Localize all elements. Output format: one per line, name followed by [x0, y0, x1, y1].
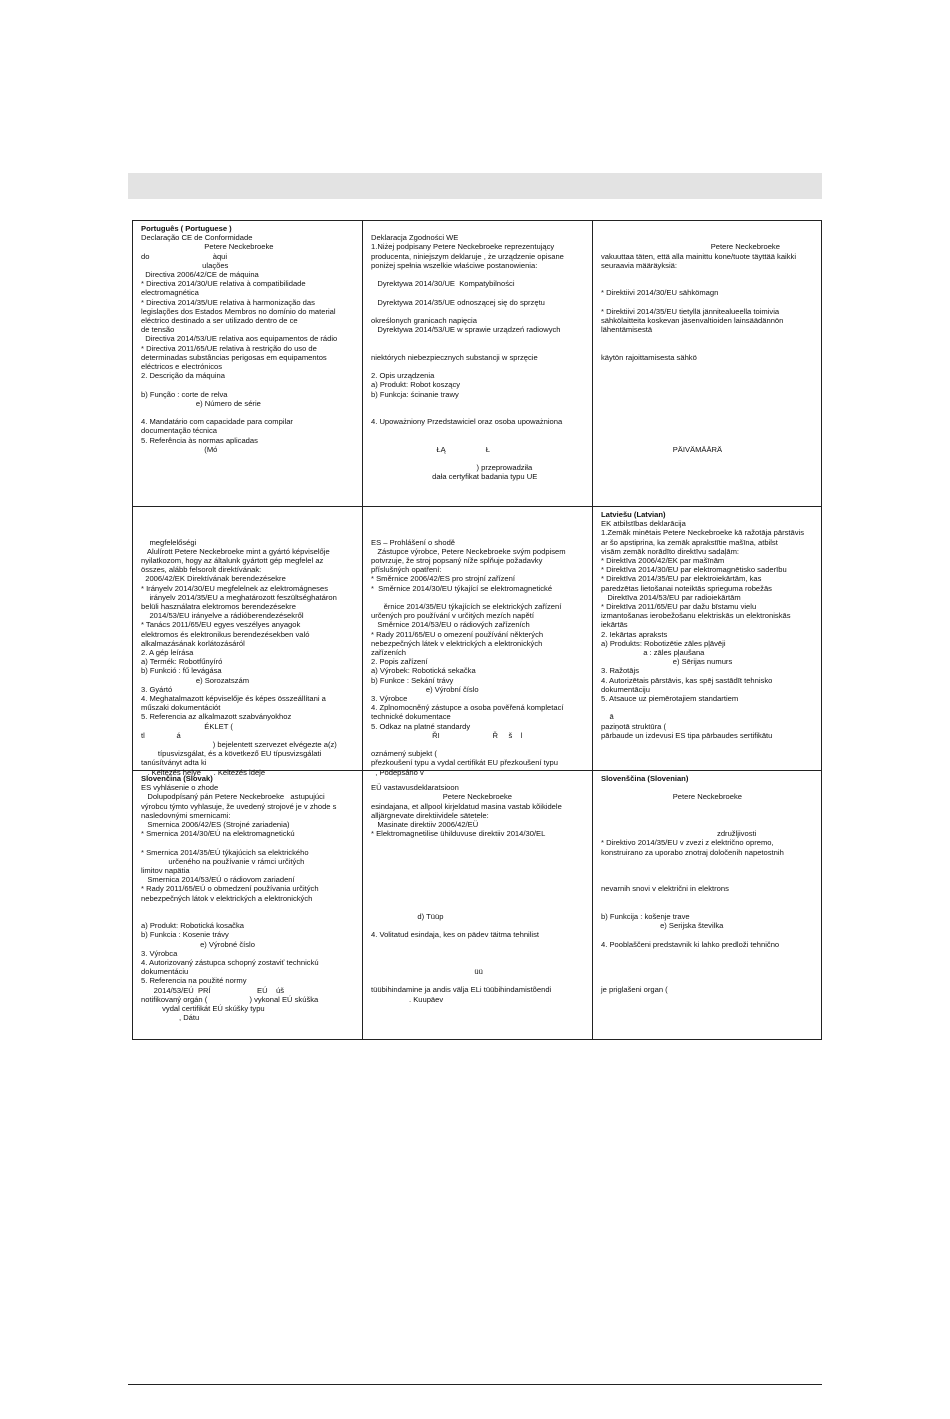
text-line [371, 976, 586, 985]
text-line: ulações [141, 260, 229, 270]
text-line [601, 371, 815, 380]
text-line: ŁĄ Ł [371, 444, 491, 454]
text-line: je priglašeni organ ( [601, 985, 668, 995]
text-line: Dyrektywa 2014/53/UE w sprawie urządzeń radiowych [371, 325, 561, 335]
text-line [601, 362, 815, 371]
text-line: Deklaracja Zgodności WE [371, 233, 459, 243]
text-line [601, 390, 815, 399]
text-line: , Dátu [141, 1013, 200, 1023]
text-line [141, 528, 356, 537]
text-line [601, 903, 815, 912]
text-line: b) Funkcija : košenje trave [601, 911, 690, 921]
text-line [371, 940, 586, 949]
text-line [601, 783, 815, 792]
text-line: EK atbilstības deklarācija [601, 519, 686, 529]
text-line [371, 454, 586, 463]
text-line: műszaki dokumentációt [141, 703, 221, 713]
text-line: výrobcu týmto vyhlasuje, že uvedený strojové je v zhode s [141, 801, 337, 811]
text-line: eléctricos e electrónicos [141, 362, 223, 372]
text-line: (Mó [141, 444, 218, 454]
text-line [371, 903, 586, 912]
text-line: determinadas substâncias perigosas em equipamentos [141, 352, 327, 362]
text-line: a) Produkt: Robotická kosačka [141, 921, 244, 931]
text-line: 5. Odkaz na platné standardy [371, 721, 471, 731]
text-line: ES – Prohlášení o shodě [371, 537, 456, 547]
cell-hungarian [133, 507, 363, 777]
text-line [371, 519, 586, 528]
text-line: określonych granicach napięcia [371, 315, 477, 325]
text-line [601, 224, 815, 233]
text-line: ES vyhlásenie o zhode [141, 783, 219, 793]
text-line: * Tanács 2011/65/EU egyes veszélyes anyagok [141, 620, 301, 630]
text-line [601, 976, 815, 985]
text-line [371, 894, 586, 903]
text-line: * Smernica 2014/30/EÚ na elektromagnetickú [141, 829, 295, 839]
text-line: e) Výrobní číslo [371, 684, 479, 694]
cell-polish [363, 221, 593, 507]
text-line: üü [371, 967, 483, 977]
text-line: Smernica 2006/42/ES (Strojné zariadenia) [141, 820, 290, 830]
text-line: käytön rajoittamisesta sähkö [601, 352, 697, 362]
text-line: 2. Iekārtas apraksts [601, 629, 668, 639]
text-line: nebezpečných látok v elektrických a elektronických [141, 893, 313, 903]
text-line: poniżej spełnia wszelkie właściwe postanowienia: [371, 260, 538, 270]
text-line: Smernica 2014/53/EÚ o rádiovom zariadení [141, 875, 295, 885]
text-line [601, 857, 815, 866]
text-line [371, 426, 586, 435]
text-line: 2. A gép leírása [141, 648, 194, 657]
text-line: konstruirano za uporabo znotraj določenih napetostnih [601, 847, 784, 857]
text-line [371, 593, 586, 602]
text-line: visām zemāk norādīto direktīvu sadaļām: [601, 546, 740, 556]
text-line: 3. Gyártó [141, 684, 173, 694]
text-line: . Keltezés helye . Keltezés ideje [141, 767, 266, 777]
text-line: 3. Výrobca [141, 948, 178, 958]
text-line: nyilatkozom, hogy az általunk gyártott gép megfelel az [141, 555, 324, 565]
text-line: * Rady 2011/65/EÚ o obmedzení používania určitých [141, 884, 319, 894]
text-line: EÜ vastavusdeklaratsioon [371, 783, 459, 793]
text-line: 5. Referencia na použité normy [141, 976, 247, 986]
text-line: paredzētas lietošanai noteiktās sprieguma robežās [601, 583, 772, 593]
text-line: sähkölaitteita koskevan jäsenvaltioiden lainsäädännön [601, 315, 784, 325]
text-line: ŘI Ř š l [371, 730, 523, 740]
text-line: 4. Zplnomocněný zástupce a osoba pověřená kompletací [371, 703, 564, 713]
language-heading: Slovenščina (Slovenian) [601, 774, 689, 783]
text-line: e) Serijska številka [601, 921, 724, 931]
text-line: d) Tüüp [371, 911, 444, 921]
cell-portuguese [133, 221, 363, 507]
text-line [371, 288, 586, 297]
text-line [371, 362, 586, 371]
text-line: de tensão [141, 325, 175, 335]
text-line: 5. Atsauce uz piemērotajiem standartiem [601, 694, 739, 704]
text-line: Směrnice 2014/53/EU o rádiových zařízeních [371, 620, 530, 630]
section-header-bar [128, 173, 822, 199]
text-line: potvrzuje, že stroj popsaný níže splňuje požadavky [371, 555, 543, 565]
text-line: zařízeních [371, 647, 407, 657]
text-line: Zástupce výrobce, Petere Neckebroeke svým podpisem [371, 546, 566, 556]
text-line: 1.Zemāk minētais Petere Neckebroeke kā ražotāja pārstāvis [601, 528, 805, 538]
text-line [371, 884, 586, 893]
text-line: Alulírott Petere Neckebroeke mint a gyártó képviselője [141, 546, 330, 556]
text-line: a) Výrobek: Robotická sekačka [371, 666, 476, 676]
text-line [601, 811, 815, 820]
text-line [601, 270, 815, 279]
text-line: tl á [141, 730, 181, 740]
text-line: a : zāles pļaušana [601, 648, 705, 658]
text-line: b) Funkcia : Kosenie trávy [141, 930, 229, 940]
text-line: 4. Autorizētais pārstāvis, kas spēj sastādīt tehnisko [601, 675, 773, 685]
text-line [371, 848, 586, 857]
text-line [601, 930, 815, 939]
text-line: e) Sērijas numurs [601, 657, 733, 667]
text-line: b) Funkce : Sekání trávy [371, 675, 454, 685]
text-line: nevarnih snovi v električni in elektrons [601, 884, 729, 894]
text-line [371, 436, 586, 445]
text-line: ÉKLET ( [141, 721, 233, 731]
text-line [601, 866, 815, 875]
text-line: * Direktiivi 2014/35/EU tietyllä jännitealueella toimivia [601, 306, 780, 316]
text-line: ) przeprowadziła [371, 463, 533, 473]
text-line: určeného na používanie v rámci určitých [141, 856, 305, 866]
text-line [371, 875, 586, 884]
language-heading: Slovenčina (Slovak) [141, 774, 213, 783]
text-line: 4. Volitatud esindaja, kes on pädev täitma tehnilist [371, 930, 540, 940]
text-line: 2. Popis zařízení [371, 657, 428, 667]
text-line [141, 912, 356, 921]
text-line: do àqui [141, 251, 228, 261]
text-line: * Direktīva 2006/42/EK par mašīnām [601, 556, 725, 566]
text-line [601, 435, 815, 444]
text-line [371, 270, 586, 279]
text-line: Declaração CE de Conformidade [141, 233, 253, 243]
cell-slovenian [593, 771, 821, 1039]
text-line [601, 894, 815, 903]
text-line [601, 820, 815, 829]
text-line: alljärgnevate direktiividele sätetele: [371, 810, 489, 820]
text-line: * Elektromagnetilise ühilduvuse direktiiv 2014/30/EL [371, 829, 546, 839]
text-line: Dyrektywa 2014/35/UE odnoszącej się do sprzętu [371, 297, 545, 307]
text-line: 4. Autorizovaný zástupca schopný zostaviť technickú [141, 958, 319, 968]
text-line: irányelv 2014/35/EU a meghatározott feszültséghatáron [141, 592, 337, 602]
text-line [141, 838, 356, 847]
declaration-table [132, 220, 822, 1040]
text-line: 4. Pooblaščeni predstavnik ki lahko predloži tehnično [601, 939, 780, 949]
text-line: b) Funkcja: ścinanie trawy [371, 389, 459, 399]
cell-estonian [363, 771, 593, 1039]
text-line [371, 921, 586, 930]
text-line: iekārtās [601, 620, 628, 630]
text-line [371, 224, 586, 233]
text-line: . Kuupäev [371, 994, 444, 1004]
text-line: b) Funkció : fű levágása [141, 666, 222, 676]
text-line: e) Número de série [141, 398, 261, 408]
language-heading: Português ( Portuguese ) [141, 224, 232, 233]
text-line: tüübihindamine ja andis välja ELi tüübihindamistõendi [371, 985, 552, 995]
text-line: megfelelőségi [141, 537, 197, 547]
text-line: technické dokumentace [371, 712, 451, 722]
text-line: * Direktiivi 2014/30/EU sähkömagn [601, 288, 719, 298]
text-line: příslušných opatření: [371, 565, 442, 575]
text-line: , Podepsáno v [371, 767, 424, 777]
text-line: * Direktīva 2011/65/EU par dažu bīstamu vielu [601, 602, 757, 612]
text-line: electromagnética [141, 288, 199, 298]
text-line: * Directiva 2011/65/UE relativa à restrição do uso de [141, 343, 317, 353]
text-line: documentação técnica [141, 426, 217, 436]
text-line: 3. Ražotājs [601, 666, 639, 676]
text-line: elektromos és elektronikus berendezésekben való [141, 629, 310, 639]
text-line: Directiva 2006/42/CE de máquina [141, 270, 259, 280]
text-line: 4. Meghatalmazott képviselője és képes összeállítani a [141, 694, 326, 704]
text-line: dokumentáciu [141, 967, 189, 977]
footer-rule [128, 1384, 822, 1385]
text-line [601, 233, 815, 242]
text-line: 2014/53/EU irányelve a rádióberendezésekről [141, 611, 304, 621]
text-line: Petere Neckebroeke [601, 242, 780, 252]
text-line: nebezpečných látek v elektrických a elektronických [371, 638, 543, 648]
text-line: * Směrnice 2014/30/EU týkající se elektromagnetické [371, 583, 553, 593]
text-line [141, 408, 356, 417]
text-line: ěrnice 2014/35/EU týkajících se elektrických zařízení [371, 601, 562, 611]
text-line [601, 802, 815, 811]
text-line [601, 426, 815, 435]
text-line: 2. Descrição da máquina [141, 371, 225, 381]
text-line: b) Função : corte de relva [141, 389, 228, 399]
text-line: e) Výrobné číslo [141, 939, 255, 949]
text-line [601, 408, 815, 417]
text-line [371, 838, 586, 847]
text-line: oznámený subjekt ( [371, 749, 437, 759]
text-line [371, 949, 586, 958]
text-line: 1.Niżej podpisany Petere Neckebroeke reprezentujący [371, 242, 555, 252]
text-line: vydal certifikát EÚ skúšky typu [141, 1004, 265, 1014]
text-line: niektórych niebezpiecznych substancji w sprzęcie [371, 352, 538, 362]
text-line: * Rady 2011/65/EU o omezení používání některých [371, 629, 544, 639]
text-line [601, 949, 815, 958]
text-line: ) bejelentett szervezet elvégezte a(z) [141, 740, 337, 750]
text-line [371, 528, 586, 537]
language-heading: Latviešu (Latvian) [601, 510, 666, 519]
text-line: 2014/53/EÚ PRÍ EÚ úš [141, 985, 285, 995]
text-line: esindajana, et allpool kirjeldatud masina vastab kõikidele [371, 801, 562, 811]
text-line: összes, alább felsorolt direktívának: [141, 565, 262, 575]
text-line: paziņotā struktūra ( [601, 721, 666, 731]
text-line: producenta, niniejszym deklaruje , że urządzenie opisane [371, 251, 564, 261]
text-line: 5. Referência às normas aplicadas [141, 435, 258, 445]
text-line [141, 519, 356, 528]
text-line: Petere Neckebroeke [601, 792, 742, 802]
text-line [601, 967, 815, 976]
text-line [601, 703, 815, 712]
text-line: * Směrnice 2006/42/ES pro strojní zařízení [371, 574, 515, 584]
text-line: ar šo apstiprina, ka zemāk aprakstītie mašīna, atbilst [601, 537, 778, 547]
text-line: * Directiva 2014/30/UE relativa à compatibilidade [141, 279, 306, 289]
text-line: přezkoušení typu a vydal certifikát EU přezkoušení typu [371, 758, 558, 768]
text-line [371, 344, 586, 353]
text-line: típusvizsgálat, és a következő EU típusvizsgálati [141, 749, 322, 759]
text-line: a) Termék: Robotfűnyíró [141, 657, 223, 667]
text-line [601, 380, 815, 389]
text-line: * Smernica 2014/35/EÚ týkajúcich sa elektrického [141, 847, 309, 857]
text-line: Petere Neckebroeke [141, 242, 274, 252]
text-line [601, 958, 815, 967]
text-line: pārbaude un izdevusi ES tipa pārbaudes sertifikātu [601, 730, 773, 740]
text-line [601, 417, 815, 426]
text-line: združljivosti [601, 829, 757, 839]
text-line [371, 774, 586, 783]
text-line: PÄIVÄMÄÄRÄ [601, 444, 723, 454]
text-line: Dolupodpísaný pán Petere Neckebroeke astupujúci [141, 792, 325, 802]
text-line: Directiva 2014/53/UE relativa aos equipamentos de rádio [141, 334, 338, 344]
text-line: dokumentāciju [601, 684, 650, 694]
text-line [141, 380, 356, 389]
cell-latvian [593, 507, 821, 771]
text-line [601, 279, 815, 288]
text-line: * Direktīva 2014/35/EU par elektroiekārtām, kas [601, 574, 762, 584]
text-line: 3. Výrobce [371, 694, 408, 703]
text-line: tanúsítványt adta ki [141, 758, 207, 768]
text-line: a) Produkt: Robot koszący [371, 380, 461, 390]
text-line: lähentämisestä [601, 325, 653, 335]
text-line: alkalmazásának korlátozásáról [141, 638, 245, 648]
text-line [371, 307, 586, 316]
text-line: 2. Opis urządzenia [371, 371, 435, 381]
text-line: * Direktīva 2014/30/EU par elektromagnētisko saderību [601, 565, 787, 575]
text-line: * Directiva 2014/35/UE relativa à harmonização das [141, 297, 315, 307]
text-line [601, 298, 815, 307]
text-line [371, 866, 586, 875]
text-line [371, 958, 586, 967]
text-line [601, 399, 815, 408]
text-line: Masinate direktiiv 2006/42/EÜ [371, 820, 479, 829]
text-line: izmantošanas ierobežošanu elektriskās un elektroniskās [601, 611, 791, 621]
text-line: * Direktivo 2014/35/EU v zvezi z električno opremo, [601, 838, 774, 848]
text-line [371, 857, 586, 866]
text-line: určených pro používání v určitých mezích napětí [371, 611, 534, 621]
text-line: seuraavia määräyksiä: [601, 260, 677, 270]
text-line: 2006/42/EK Direktívának berendezésekre [141, 574, 286, 584]
text-line: limitov napätia [141, 866, 190, 876]
text-line [371, 399, 586, 408]
text-line [371, 740, 586, 749]
text-line [601, 875, 815, 884]
text-line: dała certyfikat badania typu UE [371, 472, 538, 482]
text-line: ā [601, 712, 614, 722]
cell-finnish [593, 221, 821, 507]
text-line [371, 408, 586, 417]
text-line: Direktīva 2014/53/EU par radioiekārtām [601, 592, 741, 602]
text-line [601, 344, 815, 353]
text-line: nasledovnými smernicami: [141, 810, 231, 820]
cell-slovak [133, 771, 363, 1039]
text-line: notifikovaný orgán ( ) vykonal EÚ skúška [141, 994, 319, 1004]
text-line: vakuuttaa täten, että alla mainittu kone/tuote täyttää kaikki [601, 251, 797, 261]
text-line: Petere Neckebroeke [371, 792, 512, 802]
text-line [141, 903, 356, 912]
text-line [371, 510, 586, 519]
text-line: e) Sorozatszám [141, 675, 250, 685]
text-line [371, 334, 586, 343]
text-line: a) Produkts: Robotizētie zāles pļāvēji [601, 638, 726, 648]
text-line: legislações dos Estados Membros no domínio do material [141, 306, 336, 316]
text-line: eléctrico destinado a ser utilizado dentro de ce [141, 316, 298, 326]
cell-czech [363, 507, 593, 777]
text-line [141, 510, 356, 519]
text-line: * Irányelv 2014/30/EU megfelelnek az elektromágneses [141, 583, 328, 593]
text-line: 4. Upoważniony Przedstawiciel oraz osoba upoważniona [371, 417, 563, 427]
text-line: belüli használatra elektromos berendezésekre [141, 601, 296, 611]
text-line: Dyrektywa 2014/30/UE Kompatybilności [371, 279, 515, 289]
text-line: 5. Referencia az alkalmazott szabványokhoz [141, 712, 292, 722]
text-line [601, 334, 815, 343]
text-line: 4. Mandatário com capacidade para compilar [141, 417, 293, 427]
